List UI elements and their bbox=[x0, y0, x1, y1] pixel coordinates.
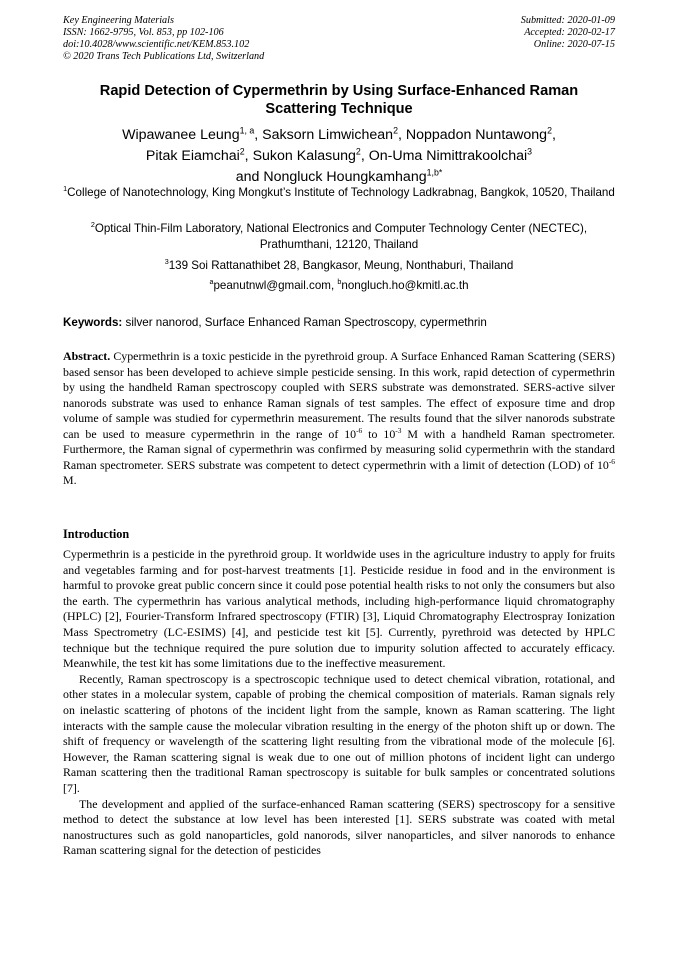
paragraph: Recently, Raman spectroscopy is a spectroscopic technique used to detect chemical vibration, rotational, and other states in a molecular system, capable of probing the chemical composition of materials. Raman signals rely on inelastic scattering of photons of the incident light from the sample, known as Raman scattering. The light interacts with the sample cause the molecular vibration resulting in the energy of the photon shift up or down. The shift of frequency or wavelength of the scattering light resulting from the vibrational mode of the molecule [6]. However, the Raman scattering signal is weak due to one out of million photons of incident light can undergo Raman scattering then the traditional Raman spectroscopy is suitable for bulk samples or concentrated solutions [7]. bbox=[63, 671, 615, 795]
section-heading-introduction: Introduction bbox=[63, 527, 130, 541]
email-mark: a bbox=[209, 277, 214, 287]
paper-title bbox=[63, 82, 615, 118]
author-name: Saksorn Limwichean bbox=[262, 127, 394, 143]
issn-line: ISSN: 1662-9795, Vol. 853, pp 102-106 bbox=[63, 27, 224, 39]
paragraph: Cypermethrin is a pesticide in the pyrethroid group. It worldwide uses in the agriculture industry to apply for fruits and vegetables farming and for post-harvest treatments [1]. Pesticide residue in food and in the environment is harmful to provoke great public concern since it could pose potential health risks to not only the consumers but also the earth. The cypermethrin has various analytical methods, including high-performance liquid chromatography (HPLC) [2], Fourier-Transform Infrared spectroscopy (FTIR) [3], Liquid Chromatography Electrospray Ionization Mass Spectrometry (LC-ESIMS) [4], and pesticide test kit [5]. Currently, pyrethroid was detected by HPLC technique but the technique required the pure solution due to impurity solution affected to accurately efficacy. Meanwhile, the test kit has some limitations due to the ineffective measurement. bbox=[63, 547, 615, 671]
affiliation-2 bbox=[63, 221, 615, 253]
introduction-body bbox=[63, 547, 615, 859]
author-name: On-Uma Nimittrakoolchai bbox=[368, 148, 528, 164]
author-line-1: Wipawanee Leung$^{1, a}$, Saksorn Limwichean$^2$, Noppadon Nuntawong$^2$, bbox=[122, 125, 556, 143]
author-affiliation-mark: 1, a bbox=[239, 125, 255, 136]
keywords-label: Keywords: bbox=[63, 316, 123, 329]
affiliation-mark: 2 bbox=[90, 220, 95, 230]
exponent: -6 bbox=[356, 425, 363, 435]
author-name: Pitak Eiamchai bbox=[145, 148, 240, 164]
affiliation-mark: 3 bbox=[164, 257, 169, 267]
doi-line[interactable]: doi:10.4028/www.scientific.net/KEM.853.102 bbox=[63, 39, 250, 51]
abstract-text: M. bbox=[63, 473, 77, 487]
abstract-text: M with a handheld Raman spectrometer. Furthermore, the Raman signal of cypermethrin was confirmed by measuring solid cypermethrin with the standard Raman spectrometer. SERS substrate was competent to detect cypermethrin with a limit of detection (LOD) of 10 bbox=[63, 426, 615, 472]
affiliation-mark: 1 bbox=[63, 184, 68, 194]
author-name: Noppadon Nuntawong bbox=[405, 127, 548, 143]
abstract-label: Abstract. bbox=[63, 349, 111, 363]
affiliation-text: 139 Soi Rattanathibet 28, Bangkasor, Meung, Nonthaburi, Thailand bbox=[168, 259, 514, 272]
abstract-text: Cypermethrin is a toxic pesticide in the pyrethroid group. A Surface Enhanced Raman Scattering (SERS) based sensor has been developed to achieve simple pesticide sensing. In this work, rapid detection of cypermethrin by using the handheld Raman spectroscopy coupled with SERS substrate was demonstrated. SERS-active silver nanorods substrate was used to enhance Raman signals of test samples. The effect of exposure time and drop volume of sample was studied for cypermethrin measurement. The results found that the silver nanorods substrate can be used to measure cypermethrin in the range of 10 bbox=[63, 349, 615, 441]
exponent: -3 bbox=[395, 425, 402, 435]
journal-header bbox=[63, 15, 363, 63]
author-line-3: and Nongluck Houngkamhang$^{1,b*}$ bbox=[235, 167, 443, 185]
affiliation-1 bbox=[63, 185, 615, 201]
email-line: $^a$peanutnwl@gmail.com, $^b$nongluch.ho@kmitl.ac.th bbox=[209, 277, 469, 292]
email-mark: b bbox=[337, 277, 342, 287]
accepted-date: Accepted: 2020-02-17 bbox=[524, 27, 615, 39]
author-name: Wipawanee Leung bbox=[122, 127, 240, 143]
journal-name: Key Engineering Materials bbox=[63, 15, 174, 26]
dates-header bbox=[395, 15, 615, 51]
affiliation-3 bbox=[63, 258, 615, 274]
keywords-text: silver nanorod, Surface Enhanced Raman Spectroscopy, cypermethrin bbox=[125, 316, 487, 329]
online-date: Online: 2020-07-15 bbox=[533, 39, 615, 51]
author-affiliation-mark: 1,b* bbox=[426, 167, 443, 178]
affiliation-text: Optical Thin-Film Laboratory, National Electronics and Computer Technology Center (NECTEC), Prathumthani, 12120, Thailand bbox=[94, 222, 588, 251]
paragraph: The development and applied of the surface-enhanced Raman scattering (SERS) spectroscopy for a sensitive method to detect the substance at low level has been interested [1]. SERS substrate was coated with metal nanostructures such as gold nanoparticles, gold nanorods, silver nanoparticles, and silver nanorods to enhance Raman scattering signal for the detection of pesticides bbox=[63, 796, 615, 858]
author-affiliation-mark: 2 bbox=[355, 146, 361, 157]
title-line-1: Rapid Detection of Cypermethrin by Using Surface-Enhanced Raman bbox=[99, 83, 579, 99]
author-list bbox=[63, 125, 615, 188]
author-line-2: Pitak Eiamchai$^2$, Sukon Kalasung$^2$, On-Uma Nimittrakoolchai$^3$ bbox=[145, 146, 533, 164]
title-line-2: Scattering Technique bbox=[265, 101, 413, 117]
abstract-text: to 10 bbox=[362, 426, 396, 441]
copyright-line: © 2020 Trans Tech Publications Ltd, Switzerland bbox=[63, 51, 265, 63]
author-affiliation-mark: 2 bbox=[547, 125, 552, 136]
author-affiliation-mark: 3 bbox=[527, 146, 533, 157]
affiliation-text: College of Nanotechnology, King Mongkut’s Institute of Technology Ladkrabnag, Bangkok, 10520, Thailand bbox=[67, 186, 615, 199]
author-affiliation-mark: 2 bbox=[239, 146, 245, 157]
author-name: Nongluck Houngkamhang bbox=[263, 169, 427, 185]
email-b[interactable]: nongluch.ho@kmitl.ac.th bbox=[341, 279, 469, 292]
author-affiliation-mark: 2 bbox=[393, 125, 398, 136]
email-a[interactable]: peanutnwl@gmail.com bbox=[213, 279, 331, 292]
author-name: Sukon Kalasung bbox=[252, 148, 356, 164]
submitted-date: Submitted: 2020-01-09 bbox=[520, 15, 615, 26]
abstract bbox=[63, 349, 615, 489]
keywords bbox=[63, 315, 615, 330]
exponent: -6 bbox=[608, 456, 615, 466]
